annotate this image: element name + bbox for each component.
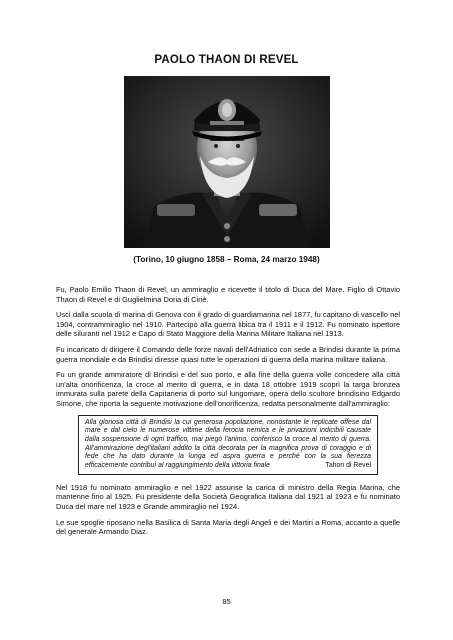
paragraph: Fu un grande ammiratore di Brindisi e del suo porto, e alla fine della guerra volle concedere alla città un'alta onorificenza, la croce al merito di guerra, e in data 18 ottobre 1919 scoprì la targa bronzea immurata sulla parete della Capitaneria di porto sul lungomare, opera dello scultore brindisino Edgardo Simone, che riporta la seguente motivazione dell'onorificenza, redatta personalmente dall'ammiraglio: bbox=[56, 370, 400, 408]
plaque-quote-box bbox=[78, 415, 378, 475]
page-number: 85 bbox=[222, 597, 231, 606]
paragraph: Fu incaricato di dirigere il Comando delle forze navali dell'Adriatico con sede a Brindisi durante la prima guerra mondiale e da Brindisi diresse quasi tutte le operazioni di guerra della marina militare italiana. bbox=[56, 344, 400, 364]
paragraph: Uscì dalla scuola di marina di Genova con il grado di guardiamarina nel 1877, fu capitano di vascello nel 1904, contrammiraglio nel 1910. Partecipò alla guerra libica tra il 1911 e il 1912. Fu nominato ispettore delle siluranti nel 1912 e Capo di Stato Maggiore della Marina Militare Italiana nel 1913. bbox=[56, 310, 400, 339]
quote-signature: Tahon di Revel bbox=[325, 462, 371, 470]
paragraph: Fu, Paolo Emilio Thaon di Revel, un ammiraglio e ricevette il titolo di Duca del Mare. Figlio di Ottavio Thaon di Revel e di Guglielmina Doria di Ciriè. bbox=[56, 285, 400, 304]
admiral-portrait-image bbox=[124, 76, 330, 248]
paragraph: Nel 1918 fu nominato ammiraglio e nel 1922 assunse la carica di ministro della Regia Marina, che mantenne fino al 1925. Fu presidente della Società Geografica Italiana dal 1921 al 1923 e fu nominato Duca del mare nel 1923 e Grande ammiraglio nel 1924. bbox=[56, 482, 400, 511]
quote-text: Alla gloriosa città di Brindisi la cui generosa popolazione, nonostante le replicate offese dal mare e dal cielo le numerose vittime della ferocia nemica e le privazioni indicibili causate dalla sospensione di ogni traffico, mai piegò l'animo, conferisco la croce al merito di guerra. All'ammirazione degl'italiani addito la città decorata per la magnifica prova di coraggio e di fede che ha dato durante la lunga ed aspra guerra e perché con la sua fierezza efficacemente contribuì al raggiungimento della vittoria finale bbox=[85, 418, 371, 470]
portrait-photo bbox=[124, 76, 330, 248]
body-text bbox=[56, 285, 400, 543]
photo-caption: (Torino, 10 giugno 1858 – Roma, 24 marzo 1948) bbox=[133, 255, 320, 264]
page-title: PAOLO THAON DI REVEL bbox=[154, 54, 299, 66]
paragraph: Le sue spoglie riposano nella Basilica di Santa Maria degli Angeli e dei Martiri a Roma, accanto a quelle del generale Armando Diaz. bbox=[56, 517, 400, 537]
